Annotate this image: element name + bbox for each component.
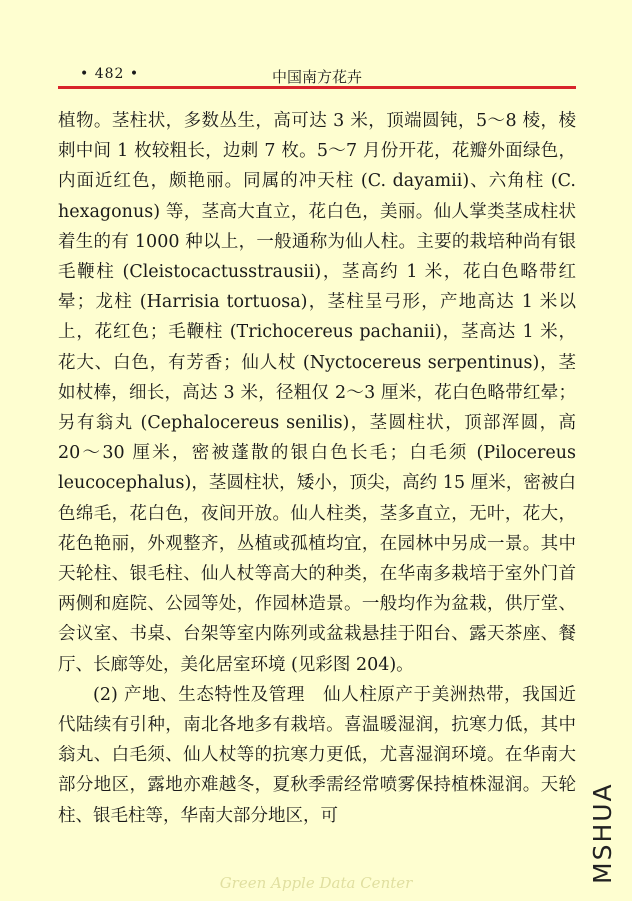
page-number: • 482 •	[80, 66, 140, 82]
header-rule	[58, 86, 576, 89]
page-header	[58, 64, 576, 86]
running-title: 中国南方花卉	[271, 68, 362, 86]
paragraph-origin-ecology: (2) 产地、生态特性及管理 仙人柱原产于美洲热带，我国近代陆续有引种，南北各地多有栽培。喜温暖湿润，抗寒力低，其中翁丸、白毛须、仙人杖等的抗寒力更低，尤喜湿润环境。在华南大部分地区，露地亦难越冬，夏秋季需经常喷雾保持植株湿润。天轮柱、银毛柱等，华南大部分地区，可	[58, 684, 576, 826]
watermark-bottom: Green Apple Data Center	[219, 874, 413, 892]
watermark-side: MSHUA	[588, 782, 617, 884]
body-text	[58, 106, 576, 831]
paragraph-continued: 植物。茎柱状，多数丛生，高可达 3 米，顶端圆钝，5～8 棱，棱刺中间 1 枚较粗长，边刺 7 枚。5～7 月份开花，花瓣外面绿色，内面近红色，颇艳丽。同属的冲天柱 (C. dayamii)、六角柱 (C. hexagonus) 等，茎高大直立，花白色，美丽。仙人掌类茎成柱状着生的有 1000 种以上，一般通称为仙人柱。主要的栽培种尚有银毛鞭柱 (Cleistocactusstrausii)，茎高约 1 米，花白色略带红晕；龙柱 (Harrisia tortuosa)，茎柱呈弓形，产地高达 1 米以上，花红色；毛鞭柱 (Trichocereus pachanii)，茎高达 1 米，花大、白色，有芳香；仙人杖 (Nyctocereus serpentinus)，茎如杖棒，细长，高达 3 米，径粗仅 2～3 厘米，花白色略带红晕；另有翁丸 (Cephalocereus senilis)，茎圆柱状，顶部浑圆，高 20～30 厘米，密被蓬散的银白色长毛；白毛须 (Pilocereus leucocephalus)，茎圆柱状，矮小，顶尖，高约 15 厘米，密被白色绵毛，花白色，夜间开放。仙人柱类，茎多直立，无叶，花大，花色艳丽，外观整齐，丛植或孤植均宜，在园林中另成一景。其中天轮柱、银毛柱、仙人杖等高大的种类，在华南多栽培于室外门首两侧和庭院、公园等处，作园林造景。一般均作为盆栽，供厅堂、会议室、书桌、台架等室内陈列或盆栽悬挂于阳台、露天茶座、餐厅、长廊等处，美化居室环境 (见彩图 204)。	[58, 111, 576, 675]
